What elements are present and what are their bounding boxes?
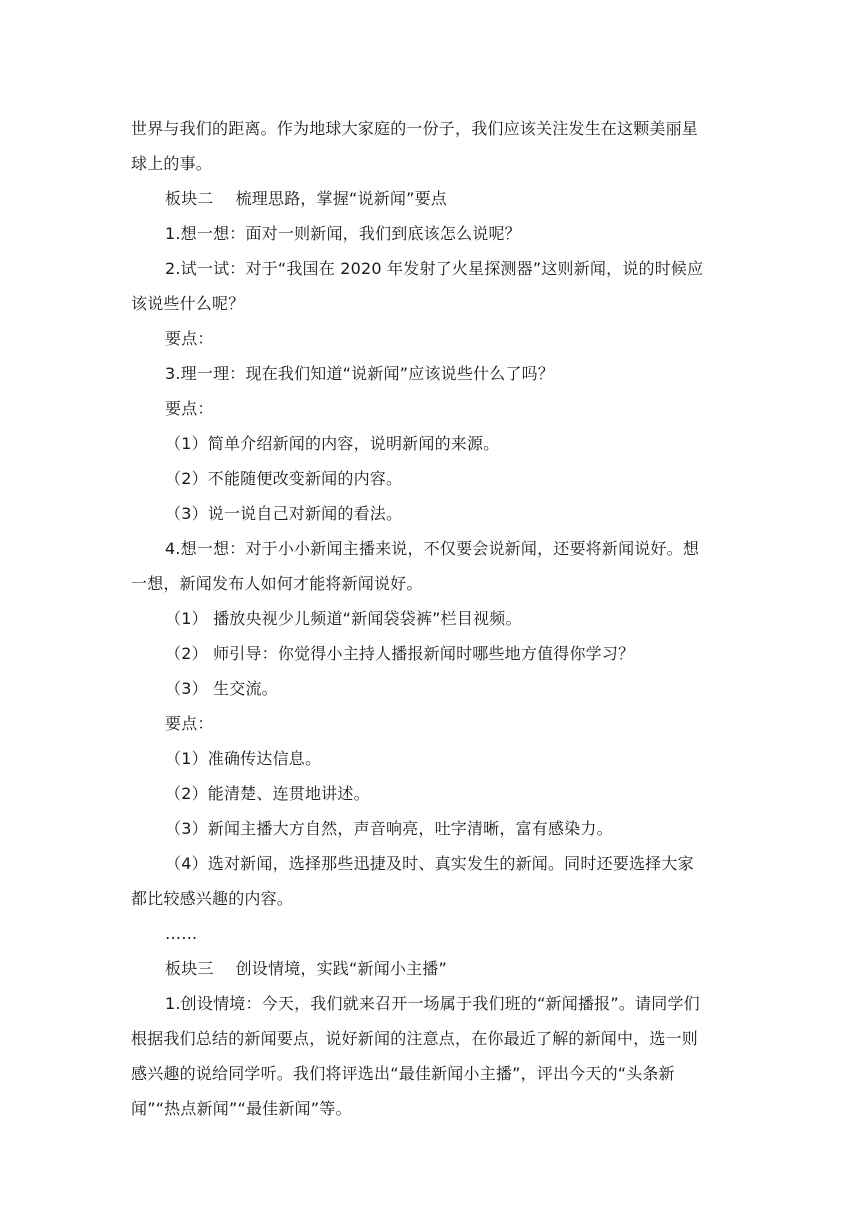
list-item: （1）简单介绍新闻的内容，说明新闻的来源。 [165,434,500,453]
list-item: （4）选对新闻，选择那些迅捷及时、真实发生的新闻。同时还要选择大家 [165,854,694,873]
body-text-line: 2.试一试：对于“我国在 2020 年发射了火星探测器”这则新闻，说的时候应 [165,259,704,278]
section-heading [165,957,447,981]
body-text-line: 要点： [165,399,214,418]
list-item: （3） 生交流。 [165,679,278,698]
body-text-line: 1.创设情境：今天，我们就来召开一场属于我们班的“新闻播报”。请同学们 [165,994,700,1013]
section-title: 创设情境，实践“新闻小主播” [235,959,447,978]
body-text-line: 感兴趣的说给同学听。我们将评选出“最佳新闻小主播”，评出今天的“头条新 [131,1064,675,1083]
section-label: 板块二 [165,189,214,208]
body-text-line: 3.理一理：现在我们知道“说新闻”应该说些什么了吗？ [165,364,555,383]
body-text-line: 闻”“热点新闻”“最佳新闻”等。 [131,1099,352,1118]
list-item: （1）准确传达信息。 [165,749,322,768]
list-item: （3）新闻主播大方自然，声音响亮，吐字清晰，富有感染力。 [165,819,613,838]
section-title: 梳理思路，掌握“说新闻”要点 [235,189,447,208]
list-item: （3）说一说自己对新闻的看法。 [165,504,403,523]
list-item: （1） 播放央视少儿频道“新闻袋袋裤”栏目视频。 [165,609,522,628]
list-item: （2）能清楚、连贯地讲述。 [165,784,370,803]
section-label: 板块三 [165,959,214,978]
ellipsis: …… [165,924,198,943]
body-text-line: 球上的事。 [131,154,213,173]
list-item: （2）不能随便改变新闻的内容。 [165,469,403,488]
body-text-line: 要点： [165,329,214,348]
body-text-line: 都比较感兴趣的内容。 [131,889,294,908]
section-heading [165,187,447,211]
body-text-line: 要点： [165,714,214,733]
body-text-line: 该说些什么呢？ [131,294,245,313]
body-text-line: 根据我们总结的新闻要点，说好新闻的注意点，在你最近了解的新闻中，选一则 [131,1029,699,1048]
body-text-line: 世界与我们的距离。作为地球大家庭的一份子，我们应该关注发生在这颗美丽星 [131,119,699,138]
body-text-line: 1.想一想：面对一则新闻，我们到底该怎么说呢？ [165,224,521,243]
body-text-line: 一想，新闻发布人如何才能将新闻说好。 [131,574,423,593]
body-text-line: 4.想一想：对于小小新闻主播来说，不仅要会说新闻，还要将新闻说好。想 [165,539,700,558]
list-item: （2） 师引导：你觉得小主持人播报新闻时哪些地方值得你学习？ [165,644,635,663]
